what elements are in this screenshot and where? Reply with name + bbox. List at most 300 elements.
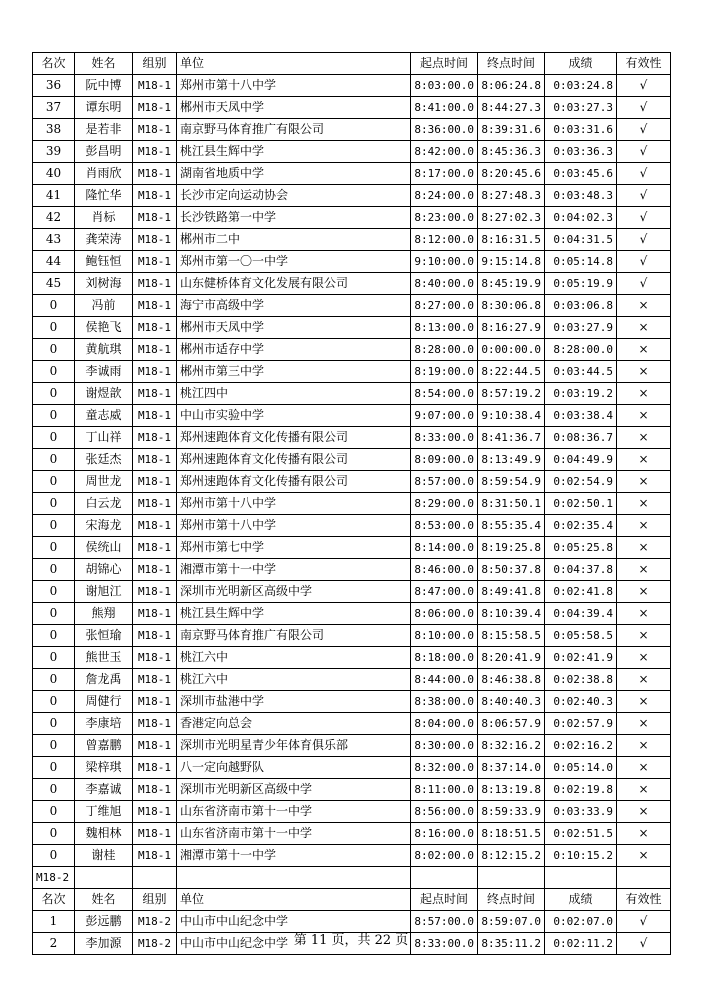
header-cell: 成绩	[545, 889, 617, 911]
results-table	[32, 52, 671, 955]
validity-cell: ×	[617, 515, 671, 537]
finish-time-cell: 8:59:54.9	[478, 471, 545, 493]
finish-time-cell: 8:44:27.3	[478, 97, 545, 119]
result-cell: 0:02:19.8	[545, 779, 617, 801]
result-cell: 0:02:40.3	[545, 691, 617, 713]
start-time-cell: 8:57:00.0	[411, 471, 478, 493]
group-cell: M18-1	[133, 273, 177, 295]
header-cell: 名次	[33, 889, 75, 911]
page-footer: 第 11 页，共 22 页	[293, 933, 409, 948]
rank-cell: 41	[33, 185, 75, 207]
name-cell: 龚荣涛	[75, 229, 133, 251]
header-cell: 有效性	[617, 53, 671, 75]
rank-cell: 0	[33, 515, 75, 537]
result-cell: 0:03:27.3	[545, 97, 617, 119]
group-cell: M18-1	[133, 691, 177, 713]
result-cell: 0:04:31.5	[545, 229, 617, 251]
validity-cell: √	[617, 119, 671, 141]
group-cell: M18-1	[133, 713, 177, 735]
finish-time-cell: 8:15:58.5	[478, 625, 545, 647]
group-label: M18-2	[33, 867, 75, 889]
rank-cell: 2	[33, 933, 75, 955]
unit-cell: 郴州市第三中学	[177, 361, 411, 383]
validity-cell: ×	[617, 471, 671, 493]
start-time-cell: 8:53:00.0	[411, 515, 478, 537]
validity-cell: ×	[617, 845, 671, 867]
table-row	[33, 603, 671, 625]
start-time-cell: 9:07:00.0	[411, 405, 478, 427]
group-cell: M18-1	[133, 757, 177, 779]
table-row	[33, 185, 671, 207]
empty-cell	[75, 867, 133, 889]
validity-cell: ×	[617, 449, 671, 471]
start-time-cell: 8:32:00.0	[411, 757, 478, 779]
header-cell: 有效性	[617, 889, 671, 911]
start-time-cell: 8:16:00.0	[411, 823, 478, 845]
name-cell: 彭昌明	[75, 141, 133, 163]
table-row	[33, 757, 671, 779]
start-time-cell: 8:36:00.0	[411, 119, 478, 141]
rank-cell: 0	[33, 383, 75, 405]
validity-cell: ×	[617, 559, 671, 581]
table-row	[33, 823, 671, 845]
unit-cell: 郴州市二中	[177, 229, 411, 251]
start-time-cell: 8:44:00.0	[411, 669, 478, 691]
result-cell: 0:05:14.0	[545, 757, 617, 779]
result-cell: 0:03:48.3	[545, 185, 617, 207]
start-time-cell: 8:03:00.0	[411, 75, 478, 97]
result-cell: 0:02:57.9	[545, 713, 617, 735]
table-row	[33, 779, 671, 801]
result-cell: 0:03:27.9	[545, 317, 617, 339]
unit-cell: 郑州市第七中学	[177, 537, 411, 559]
table-row	[33, 559, 671, 581]
table-row	[33, 405, 671, 427]
group-cell: M18-1	[133, 823, 177, 845]
name-cell: 隆忙华	[75, 185, 133, 207]
finish-time-cell: 8:39:31.6	[478, 119, 545, 141]
group-cell: M18-1	[133, 515, 177, 537]
unit-cell: 山东健桥体育文化发展有限公司	[177, 273, 411, 295]
result-cell: 0:02:35.4	[545, 515, 617, 537]
table-row	[33, 207, 671, 229]
group-cell: M18-1	[133, 735, 177, 757]
unit-cell: 深圳市光明星青少年体育俱乐部	[177, 735, 411, 757]
group-cell: M18-1	[133, 647, 177, 669]
unit-cell: 海宁市高级中学	[177, 295, 411, 317]
unit-cell: 中山市实验中学	[177, 405, 411, 427]
unit-cell: 长沙市定向运动协会	[177, 185, 411, 207]
empty-cell	[545, 867, 617, 889]
table-row	[33, 427, 671, 449]
unit-cell: 郑州市第一〇一中学	[177, 251, 411, 273]
name-cell: 梁梓琪	[75, 757, 133, 779]
finish-time-cell: 8:27:48.3	[478, 185, 545, 207]
rank-cell: 0	[33, 537, 75, 559]
result-cell: 0:04:02.3	[545, 207, 617, 229]
result-cell: 0:08:36.7	[545, 427, 617, 449]
finish-time-cell: 8:19:25.8	[478, 537, 545, 559]
table-row	[33, 295, 671, 317]
table-row	[33, 713, 671, 735]
result-cell: 0:02:51.5	[545, 823, 617, 845]
rank-cell: 0	[33, 471, 75, 493]
result-cell: 0:04:37.8	[545, 559, 617, 581]
rank-cell: 0	[33, 823, 75, 845]
start-time-cell: 8:19:00.0	[411, 361, 478, 383]
header-cell: 起点时间	[411, 53, 478, 75]
rank-cell: 0	[33, 603, 75, 625]
result-cell: 0:04:39.4	[545, 603, 617, 625]
finish-time-cell: 8:20:41.9	[478, 647, 545, 669]
table-row	[33, 449, 671, 471]
finish-time-cell: 8:35:11.2	[478, 933, 545, 955]
rank-cell: 0	[33, 317, 75, 339]
result-cell: 0:03:19.2	[545, 383, 617, 405]
start-time-cell: 8:56:00.0	[411, 801, 478, 823]
name-cell: 魏相林	[75, 823, 133, 845]
unit-cell: 郑州速跑体育文化传播有限公司	[177, 449, 411, 471]
start-time-cell: 8:42:00.0	[411, 141, 478, 163]
validity-cell: √	[617, 163, 671, 185]
group-cell: M18-1	[133, 449, 177, 471]
name-cell: 张恒瑜	[75, 625, 133, 647]
validity-cell: √	[617, 933, 671, 955]
finish-time-cell: 8:20:45.6	[478, 163, 545, 185]
rank-cell: 0	[33, 405, 75, 427]
finish-time-cell: 8:06:24.8	[478, 75, 545, 97]
validity-cell: ×	[617, 295, 671, 317]
result-cell: 8:28:00.0	[545, 339, 617, 361]
finish-time-cell: 8:40:40.3	[478, 691, 545, 713]
result-cell: 0:02:07.0	[545, 911, 617, 933]
result-cell: 0:03:38.4	[545, 405, 617, 427]
name-cell: 胡锦心	[75, 559, 133, 581]
unit-cell: 香港定向总会	[177, 713, 411, 735]
result-cell: 0:03:36.3	[545, 141, 617, 163]
table-row	[33, 119, 671, 141]
start-time-cell: 8:28:00.0	[411, 339, 478, 361]
finish-time-cell: 8:49:41.8	[478, 581, 545, 603]
table-row	[33, 493, 671, 515]
result-cell: 0:02:16.2	[545, 735, 617, 757]
name-cell: 李嘉诚	[75, 779, 133, 801]
name-cell: 谢桂	[75, 845, 133, 867]
name-cell: 李康培	[75, 713, 133, 735]
finish-time-cell: 8:41:36.7	[478, 427, 545, 449]
result-cell: 0:05:25.8	[545, 537, 617, 559]
table-row	[33, 251, 671, 273]
validity-cell: ×	[617, 383, 671, 405]
rank-cell: 0	[33, 581, 75, 603]
header-cell: 成绩	[545, 53, 617, 75]
start-time-cell: 8:23:00.0	[411, 207, 478, 229]
table-row	[33, 75, 671, 97]
name-cell: 李诚雨	[75, 361, 133, 383]
rank-cell: 0	[33, 735, 75, 757]
finish-time-cell: 9:15:14.8	[478, 251, 545, 273]
start-time-cell: 8:18:00.0	[411, 647, 478, 669]
name-cell: 詹龙禹	[75, 669, 133, 691]
group-cell: M18-1	[133, 537, 177, 559]
empty-cell	[411, 867, 478, 889]
result-cell: 0:02:41.8	[545, 581, 617, 603]
unit-cell: 郑州速跑体育文化传播有限公司	[177, 471, 411, 493]
name-cell: 李加源	[75, 933, 133, 955]
start-time-cell: 8:33:00.0	[411, 427, 478, 449]
finish-time-cell: 8:18:51.5	[478, 823, 545, 845]
validity-cell: ×	[617, 779, 671, 801]
header-cell: 组别	[133, 53, 177, 75]
finish-time-cell: 8:59:07.0	[478, 911, 545, 933]
table-header-row	[33, 53, 671, 75]
name-cell: 侯统山	[75, 537, 133, 559]
start-time-cell: 8:33:00.0	[411, 933, 478, 955]
name-cell: 张廷杰	[75, 449, 133, 471]
table-row	[33, 163, 671, 185]
table-row	[33, 273, 671, 295]
rank-cell: 0	[33, 493, 75, 515]
result-cell: 0:03:24.8	[545, 75, 617, 97]
validity-cell: ×	[617, 405, 671, 427]
validity-cell: ×	[617, 691, 671, 713]
start-time-cell: 8:46:00.0	[411, 559, 478, 581]
rank-cell: 0	[33, 845, 75, 867]
name-cell: 丁维旭	[75, 801, 133, 823]
rank-cell: 40	[33, 163, 75, 185]
result-cell: 0:05:19.9	[545, 273, 617, 295]
start-time-cell: 8:04:00.0	[411, 713, 478, 735]
unit-cell: 郑州市第十八中学	[177, 493, 411, 515]
group-cell: M18-1	[133, 361, 177, 383]
finish-time-cell: 8:45:36.3	[478, 141, 545, 163]
unit-cell: 郴州市适存中学	[177, 339, 411, 361]
empty-cell	[177, 867, 411, 889]
table-row	[33, 383, 671, 405]
table-row	[33, 97, 671, 119]
group-cell: M18-1	[133, 779, 177, 801]
group-cell: M18-1	[133, 581, 177, 603]
validity-cell: √	[617, 141, 671, 163]
finish-time-cell: 0:00:00.0	[478, 339, 545, 361]
result-cell: 0:03:45.6	[545, 163, 617, 185]
rank-cell: 0	[33, 713, 75, 735]
validity-cell: √	[617, 97, 671, 119]
table-row	[33, 625, 671, 647]
group-cell: M18-1	[133, 603, 177, 625]
result-cell: 0:02:41.9	[545, 647, 617, 669]
unit-cell: 湘潭市第十一中学	[177, 559, 411, 581]
header-cell: 单位	[177, 53, 411, 75]
unit-cell: 长沙铁路第一中学	[177, 207, 411, 229]
group-cell: M18-1	[133, 669, 177, 691]
group-cell: M18-1	[133, 251, 177, 273]
name-cell: 冯前	[75, 295, 133, 317]
table-row	[33, 581, 671, 603]
start-time-cell: 8:06:00.0	[411, 603, 478, 625]
unit-cell: 桃江六中	[177, 647, 411, 669]
header-cell: 起点时间	[411, 889, 478, 911]
unit-cell: 南京野马体育推广有限公司	[177, 119, 411, 141]
name-cell: 刘树海	[75, 273, 133, 295]
group-cell: M18-1	[133, 229, 177, 251]
finish-time-cell: 8:57:19.2	[478, 383, 545, 405]
group-cell: M18-1	[133, 559, 177, 581]
group-cell: M18-1	[133, 427, 177, 449]
header-cell: 名次	[33, 53, 75, 75]
start-time-cell: 8:12:00.0	[411, 229, 478, 251]
table-row	[33, 229, 671, 251]
header-cell: 姓名	[75, 53, 133, 75]
start-time-cell: 8:40:00.0	[411, 273, 478, 295]
table-row	[33, 735, 671, 757]
validity-cell: ×	[617, 317, 671, 339]
validity-cell: ×	[617, 427, 671, 449]
finish-time-cell: 8:13:49.9	[478, 449, 545, 471]
rank-cell: 0	[33, 559, 75, 581]
table-header-row	[33, 889, 671, 911]
table-row	[33, 801, 671, 823]
name-cell: 阮中博	[75, 75, 133, 97]
result-cell: 0:03:06.8	[545, 295, 617, 317]
header-cell: 终点时间	[478, 53, 545, 75]
group-cell: M18-1	[133, 141, 177, 163]
validity-cell: ×	[617, 647, 671, 669]
finish-time-cell: 9:10:38.4	[478, 405, 545, 427]
rank-cell: 0	[33, 757, 75, 779]
name-cell: 是若非	[75, 119, 133, 141]
result-cell: 0:02:50.1	[545, 493, 617, 515]
unit-cell: 中山市中山纪念中学	[177, 911, 411, 933]
group-cell: M18-1	[133, 471, 177, 493]
group-cell: M18-1	[133, 185, 177, 207]
start-time-cell: 8:57:00.0	[411, 911, 478, 933]
header-cell: 终点时间	[478, 889, 545, 911]
table-row	[33, 669, 671, 691]
rank-cell: 39	[33, 141, 75, 163]
validity-cell: √	[617, 207, 671, 229]
result-cell: 0:10:15.2	[545, 845, 617, 867]
finish-time-cell: 8:10:39.4	[478, 603, 545, 625]
group-label-row	[33, 867, 671, 889]
table-row	[33, 515, 671, 537]
finish-time-cell: 8:16:31.5	[478, 229, 545, 251]
finish-time-cell: 8:16:27.9	[478, 317, 545, 339]
validity-cell: ×	[617, 361, 671, 383]
unit-cell: 郴州市天凤中学	[177, 97, 411, 119]
name-cell: 彭远鹏	[75, 911, 133, 933]
validity-cell: √	[617, 273, 671, 295]
name-cell: 谢煜歆	[75, 383, 133, 405]
name-cell: 白云龙	[75, 493, 133, 515]
group-cell: M18-1	[133, 295, 177, 317]
header-cell: 姓名	[75, 889, 133, 911]
rank-cell: 37	[33, 97, 75, 119]
group-cell: M18-1	[133, 383, 177, 405]
validity-cell: ×	[617, 669, 671, 691]
finish-time-cell: 8:12:15.2	[478, 845, 545, 867]
name-cell: 周健行	[75, 691, 133, 713]
group-cell: M18-1	[133, 493, 177, 515]
rank-cell: 36	[33, 75, 75, 97]
rank-cell: 45	[33, 273, 75, 295]
rank-cell: 0	[33, 361, 75, 383]
group-cell: M18-2	[133, 911, 177, 933]
result-cell: 0:04:49.9	[545, 449, 617, 471]
name-cell: 丁山祥	[75, 427, 133, 449]
name-cell: 肖雨欣	[75, 163, 133, 185]
rank-cell: 0	[33, 427, 75, 449]
result-cell: 0:02:11.2	[545, 933, 617, 955]
header-cell: 组别	[133, 889, 177, 911]
validity-cell: ×	[617, 801, 671, 823]
start-time-cell: 8:24:00.0	[411, 185, 478, 207]
finish-time-cell: 8:06:57.9	[478, 713, 545, 735]
unit-cell: 桃江县生辉中学	[177, 603, 411, 625]
validity-cell: √	[617, 229, 671, 251]
finish-time-cell: 8:30:06.8	[478, 295, 545, 317]
group-cell: M18-2	[133, 933, 177, 955]
validity-cell: ×	[617, 757, 671, 779]
start-time-cell: 8:13:00.0	[411, 317, 478, 339]
start-time-cell: 8:09:00.0	[411, 449, 478, 471]
start-time-cell: 8:38:00.0	[411, 691, 478, 713]
start-time-cell: 8:29:00.0	[411, 493, 478, 515]
group-cell: M18-1	[133, 75, 177, 97]
name-cell: 鲍钰恒	[75, 251, 133, 273]
group-cell: M18-1	[133, 845, 177, 867]
header-cell: 单位	[177, 889, 411, 911]
group-cell: M18-1	[133, 317, 177, 339]
group-cell: M18-1	[133, 339, 177, 361]
group-cell: M18-1	[133, 405, 177, 427]
validity-cell: ×	[617, 625, 671, 647]
finish-time-cell: 8:46:38.8	[478, 669, 545, 691]
result-cell: 0:05:58.5	[545, 625, 617, 647]
validity-cell: ×	[617, 735, 671, 757]
rank-cell: 0	[33, 801, 75, 823]
name-cell: 肖标	[75, 207, 133, 229]
validity-cell: √	[617, 251, 671, 273]
group-cell: M18-1	[133, 207, 177, 229]
table-row	[33, 691, 671, 713]
finish-time-cell: 8:31:50.1	[478, 493, 545, 515]
rank-cell: 0	[33, 295, 75, 317]
validity-cell: ×	[617, 603, 671, 625]
name-cell: 谢旭江	[75, 581, 133, 603]
validity-cell: √	[617, 75, 671, 97]
validity-cell: ×	[617, 823, 671, 845]
result-cell: 0:02:54.9	[545, 471, 617, 493]
unit-cell: 郑州速跑体育文化传播有限公司	[177, 427, 411, 449]
rank-cell: 0	[33, 625, 75, 647]
empty-cell	[617, 867, 671, 889]
rank-cell: 0	[33, 691, 75, 713]
name-cell: 童志威	[75, 405, 133, 427]
unit-cell: 郑州市第十八中学	[177, 75, 411, 97]
unit-cell: 山东省济南市第十一中学	[177, 801, 411, 823]
start-time-cell: 9:10:00.0	[411, 251, 478, 273]
result-cell: 0:02:38.8	[545, 669, 617, 691]
finish-time-cell: 8:37:14.0	[478, 757, 545, 779]
rank-cell: 0	[33, 779, 75, 801]
finish-time-cell: 8:27:02.3	[478, 207, 545, 229]
name-cell: 侯艳飞	[75, 317, 133, 339]
validity-cell: ×	[617, 581, 671, 603]
name-cell: 熊世玉	[75, 647, 133, 669]
validity-cell: √	[617, 911, 671, 933]
name-cell: 曾嘉鹏	[75, 735, 133, 757]
